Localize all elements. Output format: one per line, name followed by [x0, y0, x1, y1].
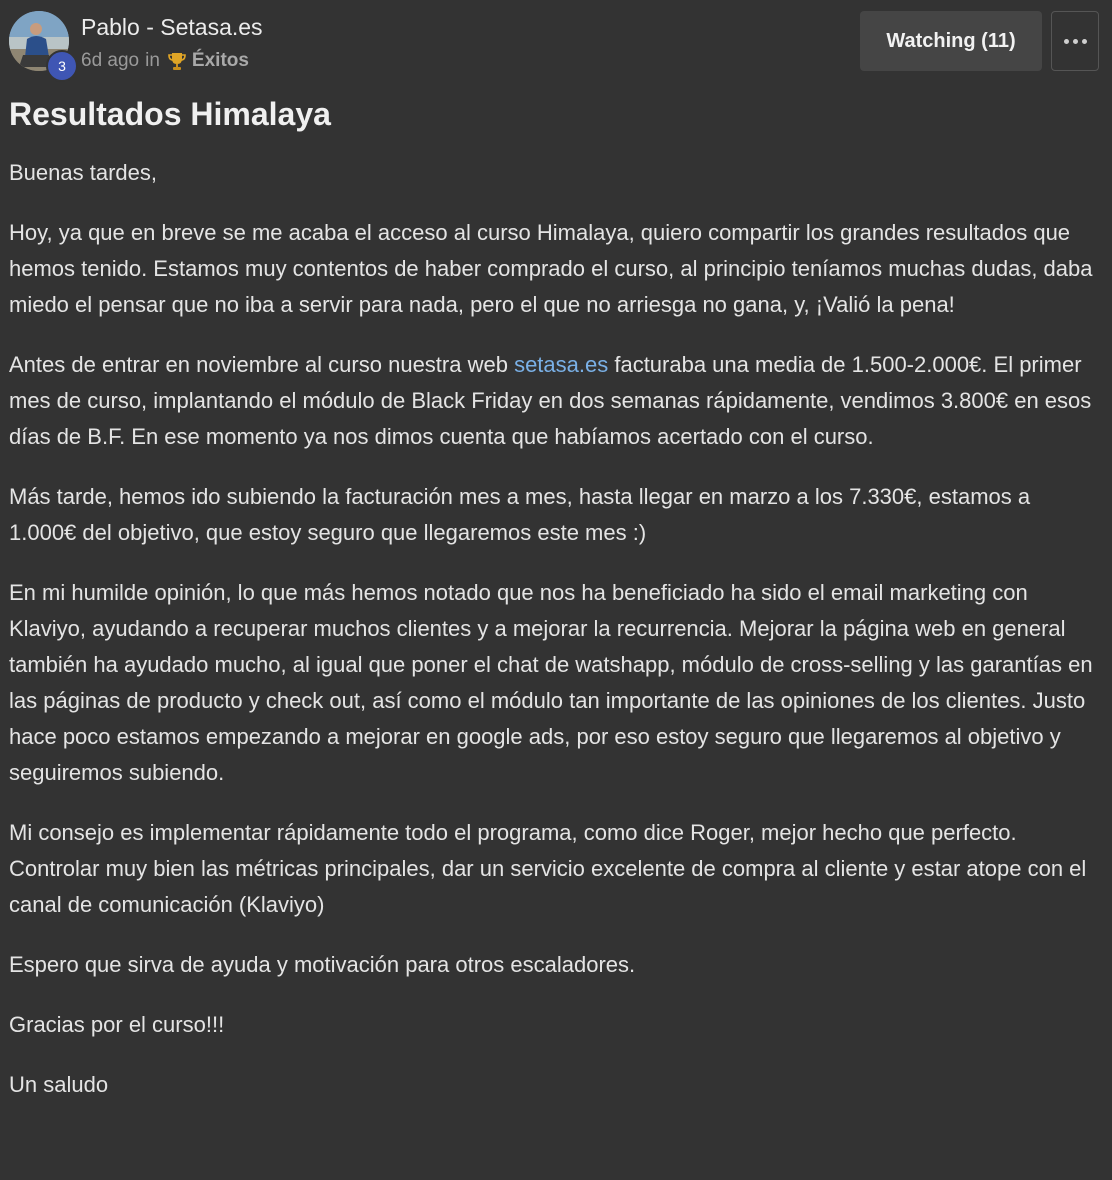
- paragraph: Más tarde, hemos ido subiendo la facturación mes a mes, hasta llegar en marzo a los 7.330€, estamos a 1.000€ del objetivo, que estoy seguro que llegaremos este mes :): [9, 484, 1031, 545]
- paragraph-text: facturaba una media de 1.500-2.000€. El primer mes de curso, implantando el módulo de Black Friday en dos semanas rápidamente, vendimos 3.800€ en esos días de B.F. En ese momento ya nos dimos cuenta que habíamos acertado con el curso.: [9, 352, 1092, 449]
- paragraph: Gracias por el curso!!!: [9, 1012, 225, 1037]
- website-link[interactable]: setasa.es: [514, 352, 609, 377]
- author-name[interactable]: Pablo - Setasa.es: [81, 14, 263, 40]
- paragraph: Espero que sirva de ayuda y motivación para otros escaladores.: [9, 952, 636, 977]
- trophy-icon: [166, 50, 188, 72]
- paragraph: En mi humilde opinión, lo que más hemos notado que nos ha beneficiado ha sido el email marketing con Klaviyo, ayudando a recuperar muchos clientes y a mejorar la recurrencia. Mejorar la página web en general también ha ayudado mucho, al igual que poner el chat de watshapp, módulo de cross-selling y las garantías en las páginas de producto y check out, así como el módulo tan importante de las opiniones de los clientes. Justo hace poco estamos empezando a mejorar en google ads, por eso estoy seguro que llegaremos al objetivo y seguiremos subiendo.: [9, 580, 1093, 785]
- in-label: in: [145, 50, 160, 71]
- watching-button[interactable]: Watching (11): [860, 11, 1042, 71]
- paragraph: Buenas tardes,: [9, 160, 157, 185]
- post-title: Resultados Himalaya: [9, 96, 331, 132]
- post-meta: [81, 50, 249, 72]
- paragraph-text: Antes de entrar en noviembre al curso nuestra web: [9, 352, 515, 377]
- paragraph: Hoy, ya que en breve se me acaba el acceso al curso Himalaya, quiero compartir los grandes resultados que hemos tenido. Estamos muy contentos de haber comprado el curso, al principio teníamos muchas dudas, daba miedo el pensar que no iba a servir para nada, pero el que no arriesga no gana, y, ¡Valió la pena!: [9, 220, 1093, 317]
- time-ago: 6d ago: [81, 50, 140, 71]
- level-badge: 3: [46, 50, 78, 82]
- avatar[interactable]: [9, 11, 69, 74]
- paragraph: [9, 347, 1099, 455]
- paragraph: Un saludo: [9, 1072, 109, 1097]
- ellipsis-icon: [1064, 39, 1087, 44]
- more-options-button[interactable]: [1051, 11, 1099, 71]
- category-link[interactable]: Éxitos: [191, 50, 249, 71]
- paragraph: Mi consejo es implementar rápidamente todo el programa, como dice Roger, mejor hecho que perfecto. Controlar muy bien las métricas principales, dar un servicio excelente de compra al cliente y estar atope con el canal de comunicación (Klaviyo): [9, 820, 1087, 917]
- post-body: [9, 155, 1099, 1127]
